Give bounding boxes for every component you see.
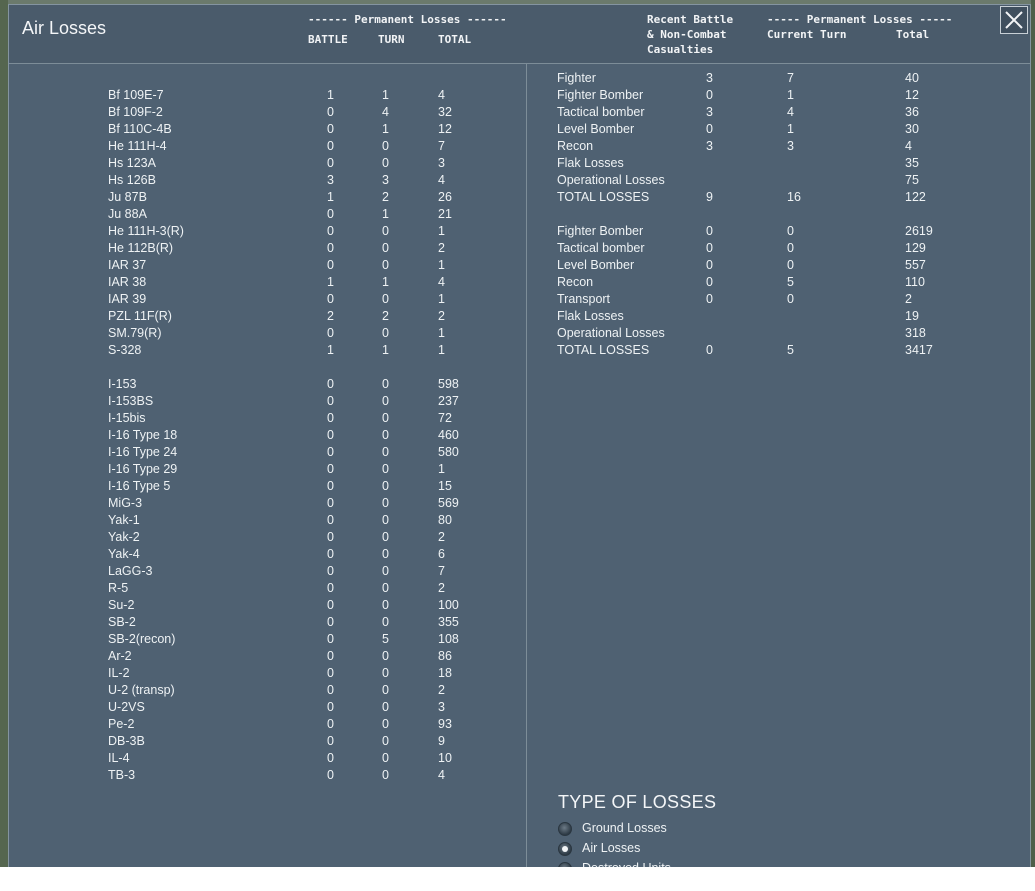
summary-row-type: Operational Losses xyxy=(557,326,665,340)
summary-row xyxy=(9,274,1029,291)
summary-row xyxy=(9,257,1029,274)
aircraft-row-battle: 0 xyxy=(327,751,334,765)
aircraft-row-battle: 0 xyxy=(327,445,334,459)
summary-row xyxy=(9,325,1029,342)
aircraft-row-name: IL-2 xyxy=(108,666,130,680)
aircraft-row-turn: 0 xyxy=(382,547,389,561)
summary-row-recent: 3 xyxy=(706,139,713,153)
summary-row-total: 110 xyxy=(905,275,925,289)
aircraft-row-name: Ju 87B xyxy=(108,190,147,204)
aircraft-row-name: He 112B(R) xyxy=(108,241,174,255)
aircraft-row-turn: 1 xyxy=(382,88,389,102)
aircraft-row-name: He 111H-3(R) xyxy=(108,224,184,238)
summary-row-total: 3417 xyxy=(905,343,933,357)
summary-row-total: 122 xyxy=(905,190,926,204)
aircraft-row xyxy=(9,410,1029,427)
aircraft-row-turn: 0 xyxy=(382,445,389,459)
aircraft-row-total: 108 xyxy=(438,632,459,646)
summary-row-total: 129 xyxy=(905,241,926,255)
close-x-icon xyxy=(1004,10,1024,30)
aircraft-row-total: 72 xyxy=(438,411,452,425)
summary-row-current: 1 xyxy=(787,122,794,136)
aircraft-row-name: I-153 xyxy=(108,377,137,391)
aircraft-row-total: 355 xyxy=(438,615,459,629)
summary-row-current: 3 xyxy=(787,139,794,153)
recent-label-1: Recent Battle xyxy=(647,13,734,26)
recent-label-2: & Non-Combat xyxy=(647,28,727,41)
aircraft-row-name: DB-3B xyxy=(108,734,145,748)
right-col-total: Total xyxy=(896,28,930,41)
aircraft-row-battle: 3 xyxy=(327,173,334,187)
aircraft-row-total: 2 xyxy=(438,683,445,697)
radio-label: Air Losses xyxy=(582,841,641,855)
aircraft-row-total: 4 xyxy=(438,275,445,289)
aircraft-row-battle: 0 xyxy=(327,428,334,442)
aircraft-row-battle: 2 xyxy=(327,309,334,323)
summary-row xyxy=(9,70,1029,87)
summary-row-recent: 9 xyxy=(706,190,713,204)
summary-row-recent: 0 xyxy=(706,241,713,255)
summary-row-current: 4 xyxy=(787,105,794,119)
aircraft-row-turn: 0 xyxy=(382,564,389,578)
summary-row-recent: 3 xyxy=(706,71,713,85)
aircraft-row-battle: 0 xyxy=(327,564,334,578)
aircraft-row-battle: 0 xyxy=(327,598,334,612)
summary-row-recent: 0 xyxy=(706,224,713,238)
aircraft-row-total: 598 xyxy=(438,377,459,391)
summary-row-total: 2 xyxy=(905,292,912,306)
aircraft-row-battle: 0 xyxy=(327,649,334,663)
aircraft-row-total: 2 xyxy=(438,530,445,544)
aircraft-row-turn: 0 xyxy=(382,615,389,629)
summary-row-recent: 0 xyxy=(706,258,713,272)
aircraft-row-total: 86 xyxy=(438,649,452,663)
summary-row-recent: 0 xyxy=(706,292,713,306)
aircraft-row-name: I-16 Type 24 xyxy=(108,445,178,459)
aircraft-row-name: Yak-2 xyxy=(108,530,140,544)
aircraft-row-name: S-328 xyxy=(108,343,142,357)
summary-row-recent: 3 xyxy=(706,105,713,119)
aircraft-row-name: IAR 39 xyxy=(108,292,147,306)
summary-row-current: 5 xyxy=(787,343,794,357)
aircraft-row-battle: 0 xyxy=(327,241,334,255)
aircraft-row-turn: 1 xyxy=(382,207,389,221)
aircraft-row-turn: 0 xyxy=(382,496,389,510)
aircraft-row-turn: 0 xyxy=(382,479,389,493)
aircraft-row-battle: 0 xyxy=(327,547,334,561)
aircraft-row-turn: 0 xyxy=(382,734,389,748)
summary-row-type: Flak Losses xyxy=(557,309,624,323)
left-col-turn: TURN xyxy=(378,33,405,46)
aircraft-row-battle: 0 xyxy=(327,139,334,153)
summary-row-type: Tactical bomber xyxy=(557,241,645,255)
radio-button-icon[interactable] xyxy=(558,842,572,856)
summary-row-total: 36 xyxy=(905,105,919,119)
aircraft-row-turn: 1 xyxy=(382,275,389,289)
summary-row-total: 30 xyxy=(905,122,919,136)
aircraft-row-battle: 0 xyxy=(327,581,334,595)
aircraft-row-turn: 0 xyxy=(382,598,389,612)
aircraft-row-turn: 1 xyxy=(382,343,389,357)
summary-row-type: Fighter Bomber xyxy=(557,88,644,102)
summary-row-recent: 0 xyxy=(706,343,713,357)
type-of-losses-title: TYPE OF LOSSES xyxy=(558,792,717,812)
summary-row-type: Recon xyxy=(557,275,594,289)
summary-row-current: 16 xyxy=(787,190,801,204)
aircraft-row-turn: 0 xyxy=(382,139,389,153)
aircraft-row-turn: 0 xyxy=(382,156,389,170)
recent-label-3: Casualties xyxy=(647,43,714,56)
aircraft-row-name: SM.79(R) xyxy=(108,326,162,340)
aircraft-row xyxy=(9,767,1029,784)
aircraft-row-battle: 0 xyxy=(327,122,334,136)
aircraft-row-total: 10 xyxy=(438,751,452,765)
aircraft-row-total: 1 xyxy=(438,224,445,238)
aircraft-row-name: Bf 109E-7 xyxy=(108,88,164,102)
aircraft-row-total: 2 xyxy=(438,309,445,323)
aircraft-row xyxy=(9,461,1029,478)
summary-row-recent: 0 xyxy=(706,275,713,289)
aircraft-row-name: IL-4 xyxy=(108,751,130,765)
aircraft-row-total: 12 xyxy=(438,122,452,136)
aircraft-row-battle: 0 xyxy=(327,207,334,221)
aircraft-row-total: 4 xyxy=(438,88,445,102)
aircraft-row xyxy=(9,512,1029,529)
aircraft-row-battle: 0 xyxy=(327,530,334,544)
aircraft-row-turn: 0 xyxy=(382,292,389,306)
aircraft-row xyxy=(9,716,1029,733)
summary-row xyxy=(9,189,1029,206)
aircraft-row-turn: 2 xyxy=(382,309,389,323)
aircraft-row-turn: 0 xyxy=(382,717,389,731)
aircraft-row-turn: 0 xyxy=(382,649,389,663)
aircraft-row-battle: 0 xyxy=(327,768,334,782)
aircraft-row xyxy=(9,665,1029,682)
aircraft-row-battle: 0 xyxy=(327,734,334,748)
aircraft-row-battle: 0 xyxy=(327,513,334,527)
left-col-battle: BATTLE xyxy=(308,33,348,46)
aircraft-row-total: 3 xyxy=(438,156,445,170)
right-permanent-losses-label: ----- Permanent Losses ----- xyxy=(767,13,953,26)
aircraft-row-turn: 0 xyxy=(382,394,389,408)
aircraft-row-total: 1 xyxy=(438,343,445,357)
summary-row xyxy=(9,121,1029,138)
aircraft-row-battle: 0 xyxy=(327,411,334,425)
aircraft-row-battle: 1 xyxy=(327,88,334,102)
aircraft-row-total: 21 xyxy=(438,207,452,221)
air-losses-window xyxy=(8,4,1031,867)
aircraft-row-battle: 0 xyxy=(327,666,334,680)
aircraft-row-total: 4 xyxy=(438,173,445,187)
summary-row-type: Transport xyxy=(557,292,611,306)
aircraft-row xyxy=(9,750,1029,767)
aircraft-row-total: 1 xyxy=(438,258,445,272)
aircraft-row-name: SB-2 xyxy=(108,615,136,629)
summary-row-current: 7 xyxy=(787,71,794,85)
aircraft-row-battle: 0 xyxy=(327,258,334,272)
summary-row xyxy=(9,138,1029,155)
aircraft-row xyxy=(9,529,1029,546)
window-header xyxy=(9,5,1030,64)
aircraft-row-name: U-2VS xyxy=(108,700,145,714)
summary-row xyxy=(9,155,1029,172)
aircraft-row-total: 1 xyxy=(438,326,445,340)
aircraft-row-total: 15 xyxy=(438,479,452,493)
background-map-left xyxy=(0,0,8,891)
summary-row-type: TOTAL LOSSES xyxy=(557,343,650,357)
summary-row-total: 75 xyxy=(905,173,919,187)
aircraft-row-battle: 1 xyxy=(327,190,334,204)
aircraft-row-turn: 0 xyxy=(382,462,389,476)
aircraft-row-name: Hs 123A xyxy=(108,156,156,170)
summary-row-current: 0 xyxy=(787,258,794,272)
aircraft-row-total: 569 xyxy=(438,496,459,510)
aircraft-row-name: He 111H-4 xyxy=(108,139,167,153)
aircraft-row-battle: 0 xyxy=(327,700,334,714)
aircraft-row-turn: 0 xyxy=(382,224,389,238)
aircraft-row xyxy=(9,699,1029,716)
aircraft-row-name: Yak-4 xyxy=(108,547,140,561)
summary-row-total: 35 xyxy=(905,156,919,170)
aircraft-row-name: SB-2(recon) xyxy=(108,632,176,646)
aircraft-row-turn: 0 xyxy=(382,751,389,765)
summary-row xyxy=(9,342,1029,359)
aircraft-row-total: 2 xyxy=(438,241,445,255)
aircraft-row-battle: 0 xyxy=(327,683,334,697)
summary-row-recent: 0 xyxy=(706,122,713,136)
summary-row-type: Flak Losses xyxy=(557,156,624,170)
aircraft-row-name: Bf 110C-4B xyxy=(108,122,172,136)
aircraft-row-turn: 0 xyxy=(382,768,389,782)
aircraft-row-name: Ar-2 xyxy=(108,649,132,663)
summary-row-type: Level Bomber xyxy=(557,122,635,136)
aircraft-row xyxy=(9,478,1029,495)
summary-row-type: Level Bomber xyxy=(557,258,635,272)
aircraft-row-name: Su-2 xyxy=(108,598,135,612)
aircraft-row-turn: 0 xyxy=(382,666,389,680)
aircraft-row-name: Pe-2 xyxy=(108,717,135,731)
aircraft-row-name: R-5 xyxy=(108,581,129,595)
summary-row-total: 12 xyxy=(905,88,919,102)
summary-row-total: 2619 xyxy=(905,224,933,238)
radio-button-icon[interactable] xyxy=(558,822,572,836)
aircraft-row-turn: 0 xyxy=(382,258,389,272)
aircraft-row-name: LaGG-3 xyxy=(108,564,153,578)
left-permanent-losses-label: ------ Permanent Losses ------ xyxy=(308,13,507,26)
aircraft-row-turn: 1 xyxy=(382,122,389,136)
aircraft-row xyxy=(9,682,1029,699)
left-col-total: TOTAL xyxy=(438,33,472,46)
right-col-current-turn: Current Turn xyxy=(767,28,847,41)
summary-row xyxy=(9,240,1029,257)
aircraft-row-turn: 0 xyxy=(382,513,389,527)
aircraft-row-battle: 0 xyxy=(327,496,334,510)
aircraft-row-total: 7 xyxy=(438,564,445,578)
aircraft-row-battle: 1 xyxy=(327,275,334,289)
aircraft-row-name: I-16 Type 5 xyxy=(108,479,171,493)
aircraft-row xyxy=(9,376,1029,393)
aircraft-row xyxy=(9,580,1029,597)
summary-row xyxy=(9,172,1029,189)
aircraft-row-turn: 2 xyxy=(382,190,389,204)
summary-row xyxy=(9,308,1029,325)
aircraft-row-total: 80 xyxy=(438,513,452,527)
aircraft-row-turn: 0 xyxy=(382,428,389,442)
aircraft-row-battle: 0 xyxy=(327,462,334,476)
aircraft-row-name: PZL 11F(R) xyxy=(108,309,172,323)
aircraft-row-battle: 0 xyxy=(327,394,334,408)
aircraft-row-total: 18 xyxy=(438,666,452,680)
aircraft-row-total: 32 xyxy=(438,105,452,119)
close-button[interactable] xyxy=(1000,6,1028,34)
aircraft-row-name: I-15bis xyxy=(108,411,146,425)
background-map-right xyxy=(1031,0,1035,891)
aircraft-row-battle: 0 xyxy=(327,615,334,629)
aircraft-row-total: 2 xyxy=(438,581,445,595)
aircraft-row-total: 1 xyxy=(438,292,445,306)
aircraft-row-name: Ju 88A xyxy=(108,207,147,221)
summary-row-type: Tactical bomber xyxy=(557,105,645,119)
summary-row-type: Operational Losses xyxy=(557,173,665,187)
aircraft-row-turn: 0 xyxy=(382,530,389,544)
summary-row-total: 4 xyxy=(905,139,912,153)
aircraft-row-total: 7 xyxy=(438,139,445,153)
aircraft-row xyxy=(9,495,1029,512)
aircraft-row-battle: 0 xyxy=(327,632,334,646)
aircraft-row-name: Yak-1 xyxy=(108,513,140,527)
summary-row-type: Recon xyxy=(557,139,594,153)
aircraft-row xyxy=(9,614,1029,631)
summary-row-current: 0 xyxy=(787,241,794,255)
aircraft-row-battle: 0 xyxy=(327,326,334,340)
summary-row xyxy=(9,223,1029,240)
aircraft-row-name: Hs 126B xyxy=(108,173,156,187)
aircraft-row-turn: 0 xyxy=(382,377,389,391)
aircraft-row-total: 26 xyxy=(438,190,452,204)
aircraft-row-turn: 5 xyxy=(382,632,389,646)
aircraft-row-name: TB-3 xyxy=(108,768,136,782)
aircraft-row-battle: 0 xyxy=(327,224,334,238)
window-title: Air Losses xyxy=(22,18,107,38)
aircraft-row-battle: 0 xyxy=(327,105,334,119)
summary-row-total: 40 xyxy=(905,71,919,85)
aircraft-row-total: 3 xyxy=(438,700,445,714)
summary-row-total: 557 xyxy=(905,258,926,272)
summary-row-type: TOTAL LOSSES xyxy=(557,190,650,204)
aircraft-row-total: 6 xyxy=(438,547,445,561)
aircraft-row-name: I-153BS xyxy=(108,394,154,408)
aircraft-row xyxy=(9,648,1029,665)
aircraft-row-total: 237 xyxy=(438,394,459,408)
aircraft-row-total: 580 xyxy=(438,445,459,459)
aircraft-row-name: MiG-3 xyxy=(108,496,143,510)
summary-row-type: Fighter Bomber xyxy=(557,224,644,238)
aircraft-row-battle: 0 xyxy=(327,292,334,306)
bottom-strip xyxy=(0,867,1035,891)
aircraft-row-name: U-2 (transp) xyxy=(108,683,175,697)
aircraft-row xyxy=(9,546,1029,563)
aircraft-row-total: 100 xyxy=(438,598,459,612)
aircraft-row-battle: 0 xyxy=(327,717,334,731)
summary-row-total: 19 xyxy=(905,309,919,323)
aircraft-row-turn: 0 xyxy=(382,581,389,595)
aircraft-row-battle: 0 xyxy=(327,377,334,391)
radio-label: Ground Losses xyxy=(582,821,667,835)
aircraft-row xyxy=(9,393,1029,410)
summary-row-total: 318 xyxy=(905,326,926,340)
summary-row xyxy=(9,291,1029,308)
aircraft-row-turn: 3 xyxy=(382,173,389,187)
aircraft-row-turn: 0 xyxy=(382,411,389,425)
aircraft-row xyxy=(9,427,1029,444)
aircraft-row-battle: 0 xyxy=(327,156,334,170)
aircraft-row xyxy=(9,631,1029,648)
summary-row-current: 5 xyxy=(787,275,794,289)
aircraft-row xyxy=(9,444,1029,461)
summary-row-current: 0 xyxy=(787,224,794,238)
aircraft-row-turn: 0 xyxy=(382,241,389,255)
aircraft-row xyxy=(9,563,1029,580)
aircraft-row xyxy=(9,733,1029,750)
aircraft-row-total: 4 xyxy=(438,768,445,782)
aircraft-row xyxy=(9,597,1029,614)
aircraft-row-total: 460 xyxy=(438,428,459,442)
aircraft-row-name: Bf 109F-2 xyxy=(108,105,163,119)
aircraft-row-battle: 1 xyxy=(327,343,334,357)
aircraft-row-name: I-16 Type 29 xyxy=(108,462,178,476)
summary-row xyxy=(9,87,1029,104)
aircraft-row-total: 1 xyxy=(438,462,445,476)
aircraft-row-name: IAR 37 xyxy=(108,258,147,272)
aircraft-row-battle: 0 xyxy=(327,479,334,493)
summary-row-type: Fighter xyxy=(557,71,596,85)
aircraft-row xyxy=(9,206,1029,223)
summary-row-current: 1 xyxy=(787,88,794,102)
aircraft-row-turn: 0 xyxy=(382,683,389,697)
aircraft-row-turn: 0 xyxy=(382,326,389,340)
summary-row-recent: 0 xyxy=(706,88,713,102)
aircraft-row-total: 93 xyxy=(438,717,452,731)
aircraft-row-turn: 0 xyxy=(382,700,389,714)
aircraft-row-turn: 4 xyxy=(382,105,389,119)
aircraft-row-total: 9 xyxy=(438,734,445,748)
aircraft-row-name: IAR 38 xyxy=(108,275,147,289)
summary-row xyxy=(9,104,1029,121)
summary-row-current: 0 xyxy=(787,292,794,306)
aircraft-row-name: I-16 Type 18 xyxy=(108,428,178,442)
